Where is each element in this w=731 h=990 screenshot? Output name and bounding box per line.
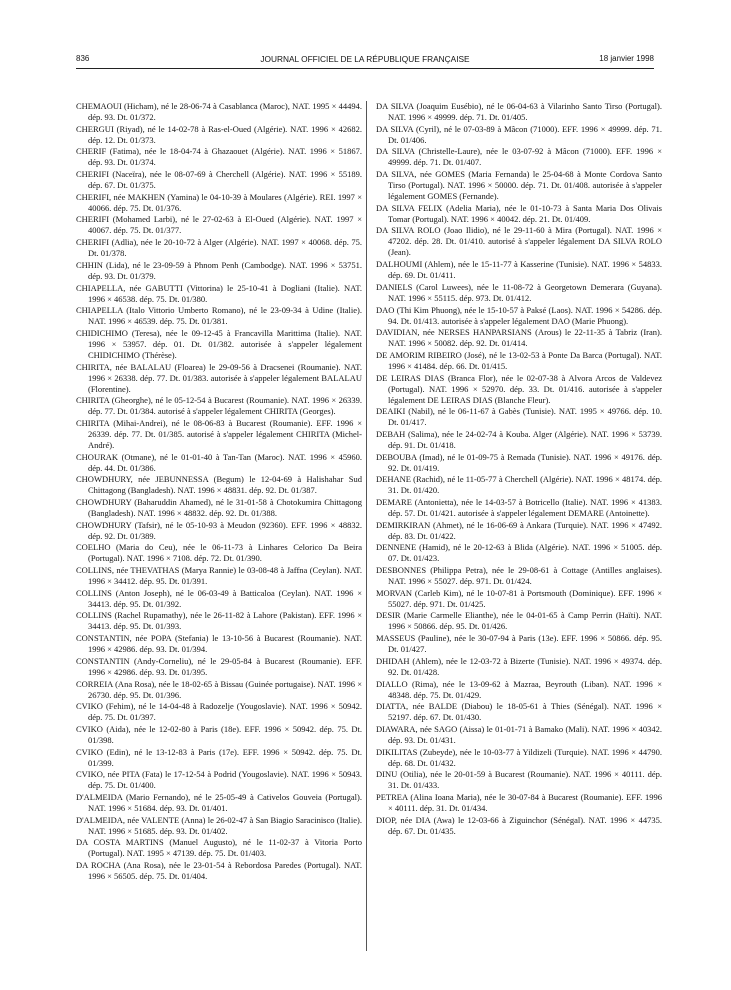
naturalization-entry: COLLINS, née THEVATHAS (Marya Rannie) le 03-08-48 à Jaffna (Ceylan). NAT. 1996 × 34412. dép. 95. Dt. 01/391. xyxy=(76,565,362,587)
naturalization-entry: CHIRITA, née BALALAU (Floarea) le 29-09-56 à Dracsenei (Roumanie). NAT. 1996 × 26338. dép. 77. Dt. 01/383. autorisée à s'appeler légalement BALALAU (Florentine). xyxy=(76,361,362,394)
naturalization-entry: DA COSTA MARTINS (Manuel Augusto), né le 11-02-37 à Vitoria Porto (Portugal). NAT. 1995 × 47139. dép. 75. Dt. 01/403. xyxy=(76,837,362,859)
naturalization-entry: DA SILVA (Christelle-Laure), née le 03-07-92 à Mâcon (71000). EFF. 1996 × 49999. dép. 71. Dt. 01/407. xyxy=(376,146,662,168)
naturalization-entry: D'ALMEIDA, née VALENTE (Anna) le 26-02-47 à San Biagio Saracinisco (Italie). NAT. 1996 × 51685. dép. 93. Dt. 01/402. xyxy=(76,814,362,836)
naturalization-entry: CONSTANTIN, née POPA (Stefania) le 13-10-56 à Bucarest (Roumanie). NAT. 1996 × 42986. dép. 93. Dt. 01/394. xyxy=(76,633,362,655)
naturalization-entry: CHIAPELLA, née GABUTTI (Vittorina) le 25-10-41 à Dogliani (Italie). NAT. 1996 × 46538. dép. 75. Dt. 01/380. xyxy=(76,282,362,304)
naturalization-entry: MASSEUS (Pauline), née le 30-07-94 à Paris (13e). EFF. 1996 × 50866. dép. 95. Dt. 01/427. xyxy=(376,633,662,655)
naturalization-entry: CHERIF (Fatima), née le 18-04-74 à Ghazaouet (Algérie). NAT. 1996 × 51867. dép. 93. Dt. 01/374. xyxy=(76,146,362,168)
naturalization-entry: DIOP, née DIA (Awa) le 12-03-66 à Ziguinchor (Sénégal). NAT. 1996 × 44735. dép. 67. Dt. 01/435. xyxy=(376,814,662,836)
naturalization-entry: DINU (Otilia), née le 20-01-59 à Bucarest (Roumanie). NAT. 1996 × 40111. dép. 31. Dt. 01/433. xyxy=(376,769,662,791)
naturalization-entry: CORREIA (Ana Rosa), née le 18-02-65 à Bissau (Guinée portugaise). NAT. 1996 × 26730. dép. 95. Dt. 01/396. xyxy=(76,678,362,700)
naturalization-entry: COELHO (Maria do Ceu), née le 06-11-73 à Linhares Celorico Da Beira (Portugal). NAT. 1996 × 7108. dép. 72. Dt. 01/390. xyxy=(76,542,362,564)
naturalization-entry: CHIDICHIMO (Teresa), née le 09-12-45 à Francavilla Marittima (Italie). NAT. 1996 × 53957. dép. 01. Dt. 01/382. autorisée à s'appeler légalement CHIDICHIMO (Thérèse). xyxy=(76,327,362,360)
naturalization-entry: DALHOUMI (Ahlem), née le 15-11-77 à Kasserine (Tunisie). NAT. 1996 × 54833. dép. 69. Dt. 01/411. xyxy=(376,259,662,281)
column-divider xyxy=(366,101,367,951)
naturalization-entry: DIKILITAS (Zubeyde), née le 10-03-77 à Yildizeli (Turquie). NAT. 1996 × 44790. dép. 68. Dt. 01/432. xyxy=(376,746,662,768)
naturalization-entry: DANIELS (Carol Luwees), née le 11-08-72 à Georgetown Demerara (Guyana). NAT. 1996 × 55115. dép. 973. Dt. 01/412. xyxy=(376,281,662,303)
naturalization-entry: DE LEIRAS DIAS (Branca Flor), née le 02-07-38 à Alvora Arcos de Valdevez (Portugal). NAT. 1996 × 52970. dép. 33. Dt. 01/416. autorisée à s'appeler légalement DE LEIRAS DIAS (Blanche Fleur). xyxy=(376,372,662,405)
naturalization-entry: CHEMAOUI (Hicham), né le 28-06-74 à Casablanca (Maroc), NAT. 1995 × 44494. dép. 93. Dt. 01/372. xyxy=(76,101,362,122)
naturalization-entry: DIATTA, née BALDE (Diabou) le 18-05-61 à Thies (Sénégal). NAT. 1996 × 52197. dép. 67. Dt. 01/430. xyxy=(376,701,662,723)
journal-title: JOURNAL OFFICIEL DE LA RÉPUBLIQUE FRANÇAISE xyxy=(260,54,470,64)
naturalization-entry: CHERIFI (Mohamed Larbi), né le 27-02-63 à El-Oued (Algérie). NAT. 1997 × 40067. dép. 75. Dt. 01/377. xyxy=(76,214,362,236)
naturalization-entry: DIAWARA, née SAGO (Aissa) le 01-01-71 à Bamako (Mali). NAT. 1996 × 40342. dép. 93. Dt. 01/431. xyxy=(376,723,662,745)
naturalization-entry: DA ROCHA (Ana Rosa), née le 23-01-54 à Rebordosa Paredes (Portugal). NAT. 1996 × 56505. dép. 75. Dt. 01/404. xyxy=(76,860,362,881)
naturalization-entry: DESIR (Marie Carmelle Elianthe), née le 04-01-65 à Camp Perrin (Haïti). NAT. 1996 × 50866. dép. 95. Dt. 01/426. xyxy=(376,610,662,632)
issue-date: 18 janvier 1998 xyxy=(599,54,654,63)
naturalization-entry: DA SILVA (Joaquim Eusébio), né le 06-04-63 à Vilarinho Santo Tirso (Portugal). NAT. 1996 × 49999. dép. 71. Dt. 01/405. xyxy=(376,101,662,122)
naturalization-entry: DHIDAH (Ahlem), née le 12-03-72 à Bizerte (Tunisie). NAT. 1996 × 49374. dép. 92. Dt. 01/428. xyxy=(376,655,662,677)
naturalization-entry: DA SILVA FELIX (Adelia Maria), née le 01-10-73 à Santa Maria Dos Olivais Tomar (Portugal). NAT. 1996 × 40042. dép. 21. Dt. 01/409. xyxy=(376,202,662,224)
naturalization-entry: DEHANE (Rachid), né le 11-05-77 à Cherchell (Algérie). NAT. 1996 × 48174. dép. 31. Dt. 01/420. xyxy=(376,474,662,496)
naturalization-entry: CHHIN (Lida), né le 23-09-59 à Phnom Penh (Cambodge). NAT. 1996 × 53751. dép. 93. Dt. 01/379. xyxy=(76,259,362,281)
naturalization-entry: DAVIDIAN, née NERSES HANPARSIANS (Arous) le 22-11-35 à Tabriz (Iran). NAT. 1996 × 50082. dép. 92. Dt. 01/414. xyxy=(376,327,662,349)
naturalization-entry: CVIKO, née PITA (Fata) le 17-12-54 à Podrid (Yougoslavie). NAT. 1996 × 50943. dép. 75. Dt. 01/400. xyxy=(76,769,362,791)
naturalization-entry: CONSTANTIN (Andy-Corneliu), né le 29-05-84 à Bucarest (Roumanie). EFF. 1996 × 42986. dép. 93. Dt. 01/395. xyxy=(76,655,362,677)
right-column xyxy=(376,101,662,837)
naturalization-entry: DEMIRKIRAN (Ahmet), né le 16-06-69 à Ankara (Turquie). NAT. 1996 × 47492. dép. 83. Dt. 01/422. xyxy=(376,519,662,541)
naturalization-entry: CHIRITA (Mihai-Andrei), né le 08-06-83 à Bucarest (Roumanie). EFF. 1996 × 26339. dép. 77. Dt. 01/385. autorisé à s'appeler légalement CHIRITA (Michel-André). xyxy=(76,417,362,450)
naturalization-entry: CHIAPELLA (Italo Vittorio Umberto Romano), né le 23-09-34 à Udine (Italie). NAT. 1996 × 46539. dép. 75. Dt. 01/381. xyxy=(76,305,362,327)
left-column xyxy=(76,101,362,883)
naturalization-entry: CHERIFI (Adlia), née le 20-10-72 à Alger (Algérie). NAT. 1997 × 40068. dép. 75. Dt. 01/378. xyxy=(76,237,362,259)
naturalization-entry: DENNENE (Hamid), né le 20-12-63 à Blida (Algérie). NAT. 1996 × 51005. dép. 07. Dt. 01/423. xyxy=(376,542,662,564)
header-rule xyxy=(76,68,654,69)
naturalization-entry: DEBOUBA (Imad), né le 01-09-75 à Remada (Tunisie). NAT. 1996 × 49176. dép. 92. Dt. 01/419. xyxy=(376,451,662,473)
naturalization-entry: DA SILVA, née GOMES (Maria Fernanda) le 25-04-68 à Monte Cordova Santo Tirso (Portugal). NAT. 1996 × 50000. dép. 71. Dt. 01/408. autorisée à s'appeler légalement GOMES (Fernande). xyxy=(376,169,662,202)
naturalization-entry: DE AMORIM RIBEIRO (José), né le 13-02-53 à Ponte Da Barca (Portugal). NAT. 1996 × 41484. dép. 66. Dt. 01/415. xyxy=(376,349,662,371)
naturalization-entry: CHERGUI (Riyad), né le 14-02-78 à Ras-el-Oued (Algérie). NAT. 1996 × 42682. dép. 12. Dt. 01/373. xyxy=(76,123,362,145)
naturalization-entry: COLLINS (Anton Joseph), né le 06-03-49 à Batticaloa (Ceylan). NAT. 1996 × 34413. dép. 95. Dt. 01/392. xyxy=(76,587,362,609)
naturalization-entry: CHIRITA (Gheorghe), né le 05-12-54 à Bucarest (Roumanie). NAT. 1996 × 26339. dép. 77. Dt. 01/384. autorisé à s'appeler légalement CHIRITA (Georges). xyxy=(76,395,362,417)
naturalization-entry: CHERIFI, née MAKHEN (Yamina) le 04-10-39 à Moulares (Algérie). REI. 1997 × 40066. dép. 75. Dt. 01/376. xyxy=(76,191,362,213)
page-header xyxy=(76,54,654,68)
naturalization-entry: DEBAH (Salima), née le 24-02-74 à Kouba. Alger (Algérie). NAT. 1996 × 53739. dép. 91. Dt. 01/418. xyxy=(376,428,662,450)
naturalization-entry: CVIKO (Aida), née le 12-02-80 à Paris (18e). EFF. 1996 × 50942. dép. 75. Dt. 01/398. xyxy=(76,723,362,745)
page-number: 836 xyxy=(76,54,90,63)
naturalization-entry: CHOWDHURY (Baharuddin Ahamed), né le 31-01-58 à Chotokumira Chittagong (Bangladesh). NAT. 1996 × 48832. dép. 92. Dt. 01/388. xyxy=(76,497,362,518)
naturalization-entry: DEAIKI (Nabil), né le 06-11-67 à Gabès (Tunisie). NAT. 1995 × 49766. dép. 10. Dt. 01/417. xyxy=(376,406,662,428)
naturalization-entry: D'ALMEIDA (Mario Fernando), né le 25-05-49 à Cativelos Gouveia (Portugal). NAT. 1996 × 51684. dép. 93. Dt. 01/401. xyxy=(76,791,362,813)
naturalization-entry: DESBONNES (Philippa Petra), née le 29-08-61 à Cottage (Antilles anglaises). NAT. 1996 × 55027. dép. 971. Dt. 01/424. xyxy=(376,565,662,587)
naturalization-entry: CHERIFI (Naceïra), née le 08-07-69 à Cherchell (Algérie). NAT. 1996 × 55189. dép. 67. Dt. 01/375. xyxy=(76,169,362,191)
naturalization-entry: CVIKO (Fehim), né le 14-04-48 à Radozelje (Yougoslavie). NAT. 1996 × 50942. dép. 75. Dt. 01/397. xyxy=(76,701,362,723)
naturalization-entry: CHOURAK (Otmane), né le 01-01-40 à Tan-Tan (Maroc). NAT. 1996 × 45960. dép. 44. Dt. 01/386. xyxy=(76,451,362,473)
naturalization-entry: DEMARE (Antonietta), née le 14-03-57 à Botricello (Italie). NAT. 1996 × 41383. dép. 57. Dt. 01/421. autorisée à s'appeler légalement DEMARE (Antoinette). xyxy=(376,497,662,518)
naturalization-entry: DIALLO (Rima), née le 13-09-62 à Mazraa, Beyrouth (Liban). NAT. 1996 × 48348. dép. 75. Dt. 01/429. xyxy=(376,678,662,700)
naturalization-entry: DA SILVA (Cyril), né le 07-03-89 à Mâcon (71000). EFF. 1996 × 49999. dép. 71. Dt. 01/406. xyxy=(376,123,662,145)
naturalization-entry: CHOWDHURY (Tafsir), né le 05-10-93 à Meudon (92360). EFF. 1996 × 48832. dép. 92. Dt. 01/389. xyxy=(76,519,362,541)
naturalization-entry: PETREA (Alina Ioana Maria), née le 30-07-84 à Bucarest (Roumanie). EFF. 1996 × 40111. dép. 31. Dt. 01/434. xyxy=(376,791,662,813)
naturalization-entry: DA SILVA ROLO (Joao Ilidio), né le 29-11-60 à Mira (Portugal). NAT. 1996 × 47202. dép. 28. Dt. 01/410. autorisé à s'appeler légalement DA SILVA ROLO (Jean). xyxy=(376,225,662,258)
naturalization-entry: DAO (Thi Kim Phuong), née le 15-10-57 à Paksé (Laos). NAT. 1996 × 54286. dép. 94. Dt. 01/413. autorisée à s'appeler légalement DAO (Marie Phuong). xyxy=(376,304,662,326)
naturalization-entry: CVIKO (Edin), né le 13-12-83 à Paris (17e). EFF. 1996 × 50942. dép. 75. Dt. 01/399. xyxy=(76,746,362,768)
naturalization-entry: COLLINS (Rachel Rupamathy), née le 26-11-82 à Lahore (Pakistan). EFF. 1996 × 34413. dép. 95. Dt. 01/393. xyxy=(76,610,362,632)
naturalization-entry: CHOWDHURY, née JEBUNNESSA (Begum) le 12-04-69 à Halishahar Sud Chittagong (Bangladesh). NAT. 1996 × 48831. dép. 92. Dt. 01/387. xyxy=(76,474,362,496)
naturalization-entry: MORVAN (Carleb Kim), né le 10-07-81 à Portsmouth (Dominique). EFF. 1996 × 55027. dép. 971. Dt. 01/425. xyxy=(376,587,662,609)
